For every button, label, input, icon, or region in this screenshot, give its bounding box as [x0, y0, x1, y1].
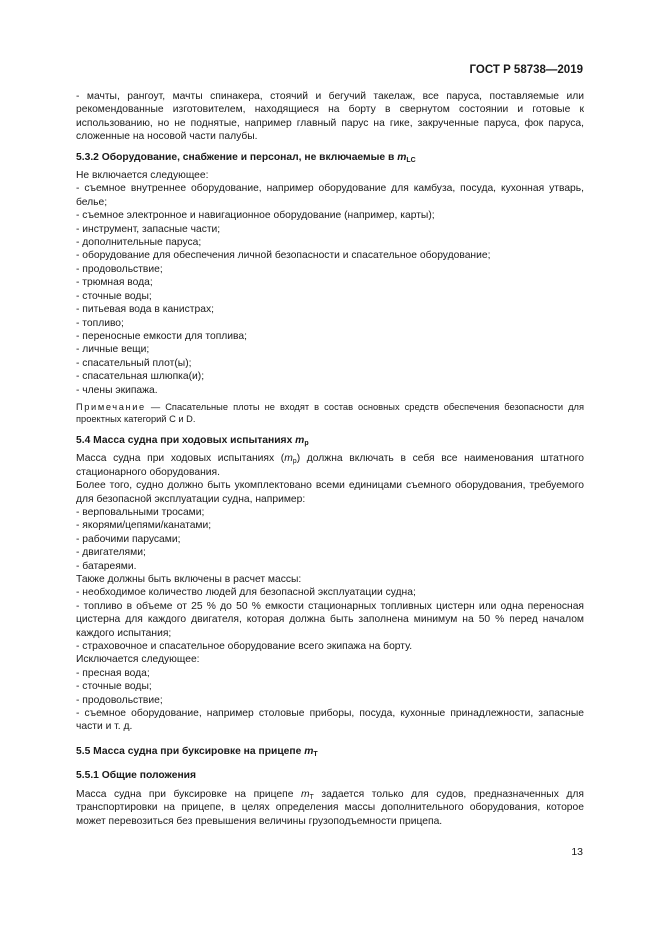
equipment-list [76, 506, 584, 573]
heading-symbol: m [397, 151, 407, 163]
document-code: ГОСТ Р 58738—2019 [469, 64, 583, 76]
paragraph: Не включается следующее: [76, 170, 209, 182]
excluded-list [76, 667, 584, 734]
list-item: - съемное внутреннее оборудование, например оборудование для камбуза, посуда, кухонная утварь, белье; [76, 183, 584, 208]
exclusion-list [76, 182, 584, 397]
list-item: - съемное оборудование, например столовые приборы, посуда, кухонные принадлежности, запасные части и т. д. [76, 708, 584, 733]
text-run: Масса судна при буксировке на прицепе [76, 788, 301, 800]
list-item: - сточные воды; [76, 681, 152, 693]
section-heading-5-5 [76, 745, 584, 758]
paragraph: Более того, судно должно быть укомплектовано всеми единицами съемного оборудования, требуемого для безопасной эксплуатации судна, например: [76, 480, 584, 505]
symbol: m [284, 453, 293, 465]
list-item: - личные вещи; [76, 344, 150, 356]
heading-text: 5.3.2 Оборудование, снабжение и персонал, не включаемые в [76, 151, 395, 163]
list-item: - продовольствие; [76, 263, 163, 275]
section-heading-5-5-1: 5.5.1 Общие положения [76, 770, 196, 782]
list-item: - питьевая вода в канистрах; [76, 304, 214, 316]
note-label: Примечание [76, 401, 146, 412]
list-item: - спасательная шлюпка(и); [76, 371, 205, 383]
text-run: задается только для судов, предназначенных для транспортировки на прицепе, в целях определения массы дополнительного оборудования, которое может перевозиться без превышения величины грузоподъемности прицепа. [76, 788, 584, 827]
heading-subscript: p [304, 439, 309, 447]
list-item: - страховочное и спасательное оборудование всего экипажа на борту. [76, 641, 413, 653]
list-item: - спасательный плот(ы); [76, 357, 192, 369]
list-item: - рабочими парусами; [76, 533, 181, 545]
note-text: — Спасательные плоты не входят в состав основных средств обеспечения безопасности для проектных категорий С и D. [76, 401, 584, 424]
list-item: - топливо; [76, 317, 124, 329]
list-item: - продовольствие; [76, 694, 163, 706]
list-item: - двигателями; [76, 547, 146, 559]
note [76, 401, 584, 425]
heading-text: 5.5 Масса судна при буксировке на прицепе [76, 745, 302, 757]
list-item: - дополнительные паруса; [76, 237, 202, 249]
subscript: T [309, 793, 314, 801]
heading-text: 5.4 Масса судна при ходовых испытаниях [76, 434, 293, 446]
section-heading-5-4 [76, 434, 584, 447]
text-run: ) должна включать в себя все наименования штатного стационарного оборудования. [76, 453, 584, 478]
heading-subscript: LC [406, 156, 416, 164]
heading-symbol: m [295, 434, 305, 446]
list-item: - сточные воды; [76, 290, 152, 302]
list-item: - необходимое количество людей для безопасной эксплуатации судна; [76, 587, 416, 599]
list-item: - переносные емкости для топлива; [76, 330, 247, 342]
list-item: - пресная вода; [76, 667, 150, 679]
list-item: - члены экипажа. [76, 384, 158, 396]
symbol: m [300, 788, 310, 800]
list-item: - верповальными тросами; [76, 506, 205, 518]
list-item: - оборудование для обеспечения личной безопасности и спасательное оборудование; [76, 250, 491, 262]
paragraph [76, 452, 584, 479]
subscript: p [292, 458, 297, 466]
paragraph: Также должны быть включены в расчет массы: [76, 574, 302, 585]
list-item: - якорями/цепями/канатами; [76, 520, 212, 532]
heading-symbol: m [304, 745, 314, 757]
page-number: 13 [571, 846, 583, 858]
list-item: - инструмент, запасные части; [76, 223, 221, 235]
paragraph: Исключается следующее: [76, 654, 200, 666]
list-item: - трюмная вода; [76, 277, 153, 289]
section-heading-5-3-2 [76, 151, 584, 164]
included-list [76, 586, 584, 653]
list-item: - съемное электронное и навигационное оборудование (например, карты); [76, 210, 435, 222]
intro-paragraph: - мачты, рангоут, мачты спинакера, стоячий и бегучий такелаж, все паруса, поставляемые или рекомендованные изготовителем, находящиеся на борту в свернутом состоянии и готовые к использованию, но не поднятые, например главный парус на гике, закрученные паруса, фок паруса, сложенные на носовой части палубы. [76, 91, 584, 143]
page-content [76, 90, 584, 828]
text-run: Масса судна при ходовых испытаниях ( [76, 453, 285, 465]
heading-subscript: T [313, 750, 318, 758]
list-item: - батареями. [76, 560, 137, 572]
list-item: - топливо в объеме от 25 % до 50 % емкости стационарных топливных цистерн или одна переносная цистерна для каждого двигателя, которая должна быть заполнена минимум на 50 % перед началом каждого испытания; [76, 600, 584, 639]
paragraph [76, 788, 584, 828]
